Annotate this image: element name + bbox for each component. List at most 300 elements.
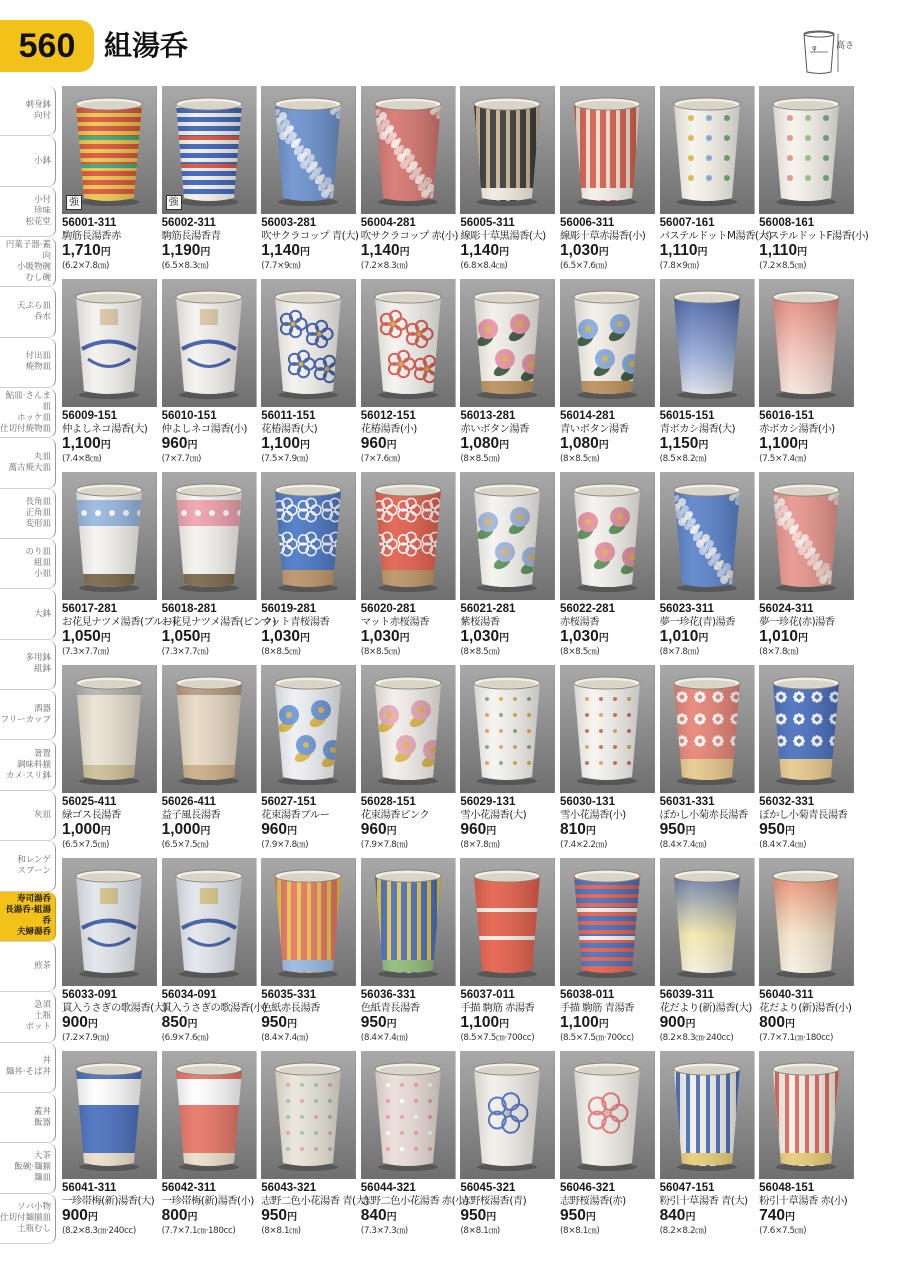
product-size: (6.5×7.5㎝) — [62, 840, 110, 850]
product-name: 志野二色小花湯香 青(大) — [261, 1195, 369, 1207]
yen-unit: 円 — [499, 1019, 510, 1030]
product-card[interactable] — [660, 858, 755, 1051]
yen-unit: 円 — [187, 440, 198, 451]
product-size: (7.3×7.3㎝) — [360, 1226, 408, 1236]
product-price: 950 — [261, 1014, 288, 1031]
sidebar-item-label: 鮎皿·さんま皿 ホッケ皿 仕切付焼物皿 — [0, 390, 52, 434]
product-code: 56029-131 — [460, 796, 516, 808]
sidebar-item-16[interactable] — [0, 892, 56, 942]
product-photo — [261, 472, 356, 600]
price-row — [162, 242, 257, 261]
product-photo — [759, 858, 854, 986]
product-code: 56001-311 — [62, 217, 117, 229]
yen-unit: 円 — [785, 1019, 796, 1030]
sidebar-item-label: 多用鉢 組鉢 — [25, 653, 51, 675]
product-code: 56028-151 — [360, 796, 416, 808]
product-code: 56042-311 — [161, 1182, 216, 1194]
page-title: 組湯呑 — [104, 29, 189, 62]
sidebar-item-22[interactable] — [0, 1194, 56, 1244]
price-row — [361, 1207, 456, 1226]
product-photo — [62, 858, 157, 986]
product-card[interactable] — [560, 472, 655, 665]
yen-unit: 円 — [797, 633, 808, 644]
product-card[interactable] — [659, 86, 772, 279]
product-size: (7.7×7.1㎝·180cc) — [161, 1226, 236, 1236]
product-name: 線彫十草黒湯香(大) — [460, 230, 546, 242]
product-code: 56014-281 — [559, 410, 615, 422]
page-number: 560 — [0, 20, 94, 72]
product-name: 色紙青長湯香 — [360, 1002, 420, 1014]
product-card[interactable] — [660, 665, 755, 858]
product-size: (8.4×7.4㎝) — [759, 840, 807, 850]
product-card[interactable] — [261, 86, 359, 279]
product-price: 1,010 — [759, 628, 798, 645]
sidebar-item-13[interactable] — [0, 740, 56, 790]
product-name: 貫入うさぎの歌湯香(小) — [161, 1002, 267, 1014]
price-row — [261, 242, 356, 261]
product-name: 赤いボタン湯香 — [460, 423, 529, 435]
product-code: 56022-281 — [559, 603, 615, 615]
sidebar-item-15[interactable] — [0, 841, 56, 891]
sidebar-item-label: 刺身鉢 向付 — [25, 99, 51, 121]
price-row — [162, 821, 257, 840]
svg-text:φ: φ — [812, 44, 817, 52]
product-name: 夢一珍花(赤)湯香 — [759, 616, 835, 628]
product-code: 56041-311 — [62, 1182, 117, 1194]
sidebar-item-14[interactable] — [0, 791, 56, 841]
product-photo — [660, 279, 755, 407]
product-name: マット青桜湯香 — [261, 616, 330, 628]
sidebar-item-label: 箸置 調味料揃 カメ·スリ鉢 — [5, 748, 51, 781]
product-photo — [560, 86, 655, 214]
product-name: 緑ゴス長湯香 — [62, 809, 121, 821]
product-code: 56032-331 — [759, 796, 815, 808]
price-row — [162, 628, 257, 647]
sidebar-item-label: 小付 珍味 松花堂 — [25, 194, 51, 227]
price-row — [162, 435, 257, 454]
sidebar-item-label: 急須 土瓶 ポット — [25, 1000, 51, 1033]
product-price: 1,080 — [559, 435, 599, 452]
price-row — [261, 435, 356, 454]
sidebar-item-0[interactable] — [0, 86, 56, 136]
product-card[interactable] — [361, 279, 456, 472]
price-row — [62, 821, 157, 840]
product-card[interactable] — [162, 279, 257, 472]
product-price: 1,030 — [460, 628, 500, 645]
yen-unit: 円 — [785, 826, 796, 837]
product-card[interactable] — [62, 1051, 157, 1244]
yen-unit: 円 — [585, 826, 596, 837]
price-row — [261, 821, 356, 840]
product-card[interactable] — [759, 472, 854, 665]
product-card[interactable] — [261, 1051, 369, 1244]
product-size: (6.9×7.6㎝) — [161, 1033, 209, 1043]
sidebar-item-8[interactable] — [0, 489, 56, 539]
product-size: (8×7.8㎝) — [659, 647, 699, 657]
product-photo — [62, 279, 157, 407]
sidebar-item-4[interactable] — [0, 287, 56, 337]
product-name: ぼかし小菊赤長湯香 — [659, 809, 748, 821]
product-card[interactable] — [460, 472, 555, 665]
product-card[interactable] — [759, 858, 854, 1051]
yen-unit: 円 — [698, 633, 709, 644]
product-size: (7.6×7.5㎝) — [759, 1226, 807, 1236]
product-size: (8.2×8.3㎝·240cc) — [62, 1226, 136, 1236]
product-size: (8×7.8㎝) — [460, 840, 500, 850]
sidebar-item-11[interactable] — [0, 640, 56, 690]
product-size: (8.4×7.4㎝) — [261, 1033, 309, 1043]
product-card[interactable] — [660, 279, 755, 472]
product-name: 益子風長湯香 — [161, 809, 221, 821]
product-card[interactable] — [361, 86, 456, 279]
product-size: (6.5×7.6㎝) — [559, 261, 607, 271]
product-price: 800 — [161, 1207, 188, 1224]
product-code: 56008-161 — [759, 217, 815, 229]
price-row — [460, 242, 555, 261]
product-card[interactable] — [161, 858, 267, 1051]
product-card[interactable] — [162, 1051, 257, 1244]
sidebar-item-label: 天ぷら皿 呑水 — [16, 301, 51, 323]
sidebar-item-20[interactable] — [0, 1093, 56, 1143]
product-price: 850 — [161, 1014, 188, 1031]
product-size: (8×8.5㎝) — [559, 454, 600, 464]
product-name: 線彫十草赤湯香(小) — [559, 230, 646, 242]
product-size: (8.5×8.2㎝) — [659, 454, 707, 464]
sidebar-item-10[interactable] — [0, 589, 56, 639]
product-card[interactable] — [162, 86, 257, 279]
product-size: (8×8.5㎝) — [360, 647, 401, 657]
yen-unit: 円 — [598, 633, 609, 644]
product-price: 1,150 — [659, 435, 699, 452]
product-name: パステルドットF湯香(小) — [759, 230, 869, 242]
price-row — [560, 435, 655, 454]
sidebar-item-2[interactable] — [0, 187, 56, 237]
product-price: 900 — [659, 1014, 686, 1031]
product-code: 56002-311 — [161, 217, 216, 229]
product-code: 56016-151 — [759, 410, 815, 422]
yen-unit: 円 — [386, 440, 397, 451]
product-price: 960 — [360, 821, 387, 838]
product-card[interactable] — [660, 1051, 755, 1244]
yen-unit: 円 — [399, 633, 410, 644]
product-photo — [162, 858, 257, 986]
product-card[interactable] — [759, 279, 854, 472]
product-name: 青ボカシ湯香(大) — [659, 423, 736, 435]
product-card[interactable] — [560, 665, 655, 858]
product-name: ぼかし小菊青長湯香 — [759, 809, 848, 821]
product-name: 赤ボカシ湯香(小) — [759, 423, 835, 435]
product-code: 56037-011 — [460, 989, 515, 1001]
product-code: 56044-321 — [360, 1182, 416, 1194]
product-price: 800 — [759, 1014, 786, 1031]
price-row — [261, 1207, 356, 1226]
product-name: 貫入うさぎの歌湯香(大) — [62, 1002, 167, 1014]
product-photo — [62, 86, 157, 214]
yen-unit: 円 — [685, 826, 696, 837]
product-card[interactable] — [560, 86, 655, 279]
product-price: 1,140 — [261, 242, 300, 259]
product-price: 1,100 — [559, 1014, 599, 1031]
sidebar-item-label: 灰皿 — [33, 809, 51, 820]
product-card[interactable] — [261, 665, 356, 858]
product-card[interactable] — [361, 472, 456, 665]
product-price: 1,030 — [360, 628, 400, 645]
product-photo — [361, 472, 456, 600]
yen-unit: 円 — [100, 247, 111, 258]
yen-unit: 円 — [499, 440, 510, 451]
product-code: 56005-311 — [460, 217, 515, 229]
product-code: 56023-311 — [659, 603, 714, 615]
product-price: 900 — [62, 1014, 88, 1031]
sidebar-item-label: 小鉢 — [33, 155, 51, 166]
product-card[interactable] — [62, 86, 157, 279]
product-name: 志野桜湯香(赤) — [559, 1195, 626, 1207]
product-code: 56021-281 — [460, 603, 516, 615]
product-photo — [560, 472, 655, 600]
price-row — [660, 628, 755, 647]
sidebar-item-19[interactable] — [0, 1043, 56, 1093]
sidebar-item-label: 煎茶 — [33, 961, 51, 972]
product-photo — [660, 858, 755, 986]
product-code: 56036-331 — [360, 989, 416, 1001]
sidebar-item-1[interactable] — [0, 136, 56, 186]
product-size: (7.9×7.8㎝) — [360, 840, 408, 850]
product-code: 56043-321 — [261, 1182, 317, 1194]
product-card[interactable] — [759, 1051, 854, 1244]
product-size: (7.5×7.4㎝) — [759, 454, 807, 464]
product-code: 56018-281 — [161, 603, 217, 615]
yen-unit: 円 — [386, 826, 397, 837]
price-row — [460, 628, 555, 647]
product-price: 1,110 — [659, 242, 698, 259]
product-code: 56040-311 — [759, 989, 814, 1001]
sidebar-item-5[interactable] — [0, 338, 56, 388]
product-price: 1,000 — [62, 821, 101, 838]
product-name: 花椿湯香(小) — [360, 423, 417, 435]
yen-unit: 円 — [685, 1019, 696, 1030]
product-code: 56019-281 — [261, 603, 317, 615]
product-name: 赤桜湯香 — [559, 616, 600, 628]
product-card[interactable] — [460, 86, 555, 279]
product-card[interactable] — [162, 665, 257, 858]
product-size: (8.5×7.5㎝·700cc) — [460, 1033, 535, 1043]
product-size: (7.7×7.1㎝·180cc) — [759, 1033, 834, 1043]
product-code: 56027-151 — [261, 796, 317, 808]
sidebar-item-label: 円菓子器·蓋向 小吸物碗 むし碗 — [5, 239, 51, 283]
yen-unit: 円 — [697, 247, 708, 258]
product-name: 花だより(新)湯香(大) — [659, 1002, 752, 1014]
product-size: (8.4×7.4㎝) — [360, 1033, 408, 1043]
sidebar-item-label: 和レンゲ スプーン — [17, 854, 51, 876]
product-price: 1,100 — [261, 435, 300, 452]
product-price: 840 — [659, 1207, 686, 1224]
product-name: 夢一珍花(青)湯香 — [659, 616, 736, 628]
product-code: 56031-331 — [659, 796, 715, 808]
product-price: 950 — [659, 821, 686, 838]
product-card[interactable] — [62, 279, 157, 472]
yen-unit: 円 — [797, 247, 808, 258]
sidebar-item-21[interactable] — [0, 1143, 56, 1193]
product-size: (8.5×7.5㎝·700cc) — [559, 1033, 634, 1043]
product-photo — [460, 665, 555, 793]
price-row — [361, 242, 456, 261]
product-name: 花束湯香ピンク — [360, 809, 430, 821]
product-card[interactable] — [62, 858, 167, 1051]
product-price: 1,100 — [759, 435, 798, 452]
yen-unit: 円 — [299, 247, 310, 258]
yen-unit: 円 — [299, 440, 310, 451]
product-photo — [62, 1051, 157, 1179]
product-code: 56039-311 — [659, 989, 714, 1001]
yen-unit: 円 — [797, 440, 808, 451]
product-code: 56030-131 — [559, 796, 615, 808]
sidebar-item-7[interactable] — [0, 438, 56, 488]
yen-unit: 円 — [200, 826, 211, 837]
price-row — [759, 1014, 854, 1033]
price-row — [759, 435, 854, 454]
product-card[interactable] — [560, 279, 655, 472]
product-photo — [660, 665, 755, 793]
product-code: 56048-151 — [759, 1182, 815, 1194]
product-card[interactable] — [560, 858, 655, 1051]
product-card[interactable] — [759, 86, 869, 279]
product-card[interactable] — [261, 472, 356, 665]
product-card[interactable] — [62, 665, 157, 858]
product-card[interactable] — [261, 279, 356, 472]
product-size: (7.2×8.3㎝) — [360, 261, 408, 271]
product-code: 56004-281 — [360, 217, 416, 229]
product-price: 950 — [559, 1207, 586, 1224]
product-price: 1,710 — [62, 242, 101, 259]
product-price: 950 — [261, 1207, 288, 1224]
product-size: (6.2×7.8㎝) — [62, 261, 110, 271]
price-row — [62, 242, 157, 261]
product-card[interactable] — [161, 472, 276, 665]
sidebar-item-12[interactable] — [0, 690, 56, 740]
sidebar-item-label: 長角皿 正角皿 変形皿 — [25, 496, 51, 529]
product-grid — [62, 86, 869, 1244]
yen-unit: 円 — [187, 1212, 198, 1223]
sidebar-item-9[interactable] — [0, 539, 56, 589]
product-size: (7.4×2.2㎝) — [559, 840, 607, 850]
product-photo — [62, 665, 157, 793]
product-card[interactable] — [759, 665, 854, 858]
product-photo — [460, 858, 555, 986]
product-photo — [759, 472, 854, 600]
product-code: 56013-281 — [460, 410, 516, 422]
product-card[interactable] — [460, 279, 555, 472]
product-price: 1,010 — [659, 628, 699, 645]
sidebar-item-6[interactable] — [0, 388, 56, 438]
sidebar-item-3[interactable] — [0, 237, 56, 287]
product-photo — [162, 472, 257, 600]
product-photo — [361, 1051, 456, 1179]
product-price: 1,140 — [360, 242, 400, 259]
product-code: 56025-411 — [62, 796, 117, 808]
product-photo — [162, 279, 257, 407]
sidebar-item-18[interactable] — [0, 992, 56, 1042]
product-size: (6.8×8.4㎝) — [460, 261, 508, 271]
product-size: (7.2×8.5㎝) — [759, 261, 807, 271]
product-code: 56035-331 — [261, 989, 317, 1001]
price-row — [759, 821, 854, 840]
yen-unit: 円 — [187, 1019, 198, 1030]
size-legend-icon — [790, 28, 870, 78]
product-card[interactable] — [62, 472, 176, 665]
sidebar-item-label: 付出皿 焼物皿 — [25, 351, 51, 373]
sidebar-item-17[interactable] — [0, 942, 56, 992]
product-name: 手描 駒筋 赤湯香 — [460, 1002, 535, 1014]
yen-unit: 円 — [499, 633, 510, 644]
product-name: 志野桜湯香(青) — [460, 1195, 527, 1207]
product-card[interactable] — [660, 472, 755, 665]
product-card[interactable] — [361, 858, 456, 1051]
sidebar-item-label: 酒器 フリーカップ — [0, 703, 51, 725]
product-photo — [460, 472, 555, 600]
product-card[interactable] — [360, 1051, 469, 1244]
product-card[interactable] — [361, 665, 456, 858]
product-photo — [62, 472, 157, 600]
product-size: (7.8×9㎝) — [659, 261, 699, 271]
product-price: 1,100 — [62, 435, 101, 452]
product-size: (8×8.1㎝) — [559, 1226, 600, 1236]
product-photo — [361, 665, 456, 793]
yen-unit: 円 — [100, 633, 111, 644]
price-row — [361, 1014, 456, 1033]
product-photo — [261, 1051, 356, 1179]
product-size: (8×7.8㎝) — [759, 647, 799, 657]
strength-badge: 強 — [166, 195, 182, 210]
product-price: 900 — [62, 1207, 88, 1224]
product-name: 吹サクラコップ 赤(小) — [360, 230, 458, 242]
product-name: パステルドットM湯香(大) — [659, 230, 772, 242]
sidebar-item-label: 寿司湯呑 長湯呑·組湯呑 夫婦湯呑 — [5, 894, 51, 938]
product-price: 960 — [460, 821, 487, 838]
product-price: 1,030 — [261, 628, 300, 645]
yen-unit: 円 — [87, 1212, 98, 1223]
price-row — [460, 435, 555, 454]
yen-unit: 円 — [200, 247, 211, 258]
product-code: 56009-151 — [62, 410, 117, 422]
product-name: 駒筋長湯香青 — [161, 230, 221, 242]
yen-unit: 円 — [287, 826, 298, 837]
product-photo — [560, 1051, 655, 1179]
product-card[interactable] — [460, 1051, 555, 1244]
product-photo — [261, 86, 356, 214]
product-card[interactable] — [261, 858, 356, 1051]
product-photo — [162, 665, 257, 793]
product-photo — [759, 86, 854, 214]
product-photo — [660, 86, 755, 214]
product-price: 1,190 — [161, 242, 201, 259]
product-code: 56046-321 — [559, 1182, 615, 1194]
product-card[interactable] — [460, 858, 555, 1051]
product-photo — [261, 279, 356, 407]
product-price: 960 — [360, 435, 387, 452]
price-row — [660, 1014, 755, 1033]
product-name: 花だより(新)湯香(小) — [759, 1002, 852, 1014]
product-name: 仲よしネコ湯香(小) — [161, 423, 247, 435]
price-row — [62, 1207, 157, 1226]
product-card[interactable] — [460, 665, 555, 858]
product-size: (7.4×8㎝) — [62, 454, 102, 464]
product-size: (7.5×7.9㎝) — [261, 454, 309, 464]
product-price: 1,110 — [759, 242, 798, 259]
product-card[interactable] — [560, 1051, 655, 1244]
product-price: 1,050 — [161, 628, 201, 645]
yen-unit: 円 — [598, 440, 609, 451]
yen-unit: 円 — [585, 1212, 596, 1223]
